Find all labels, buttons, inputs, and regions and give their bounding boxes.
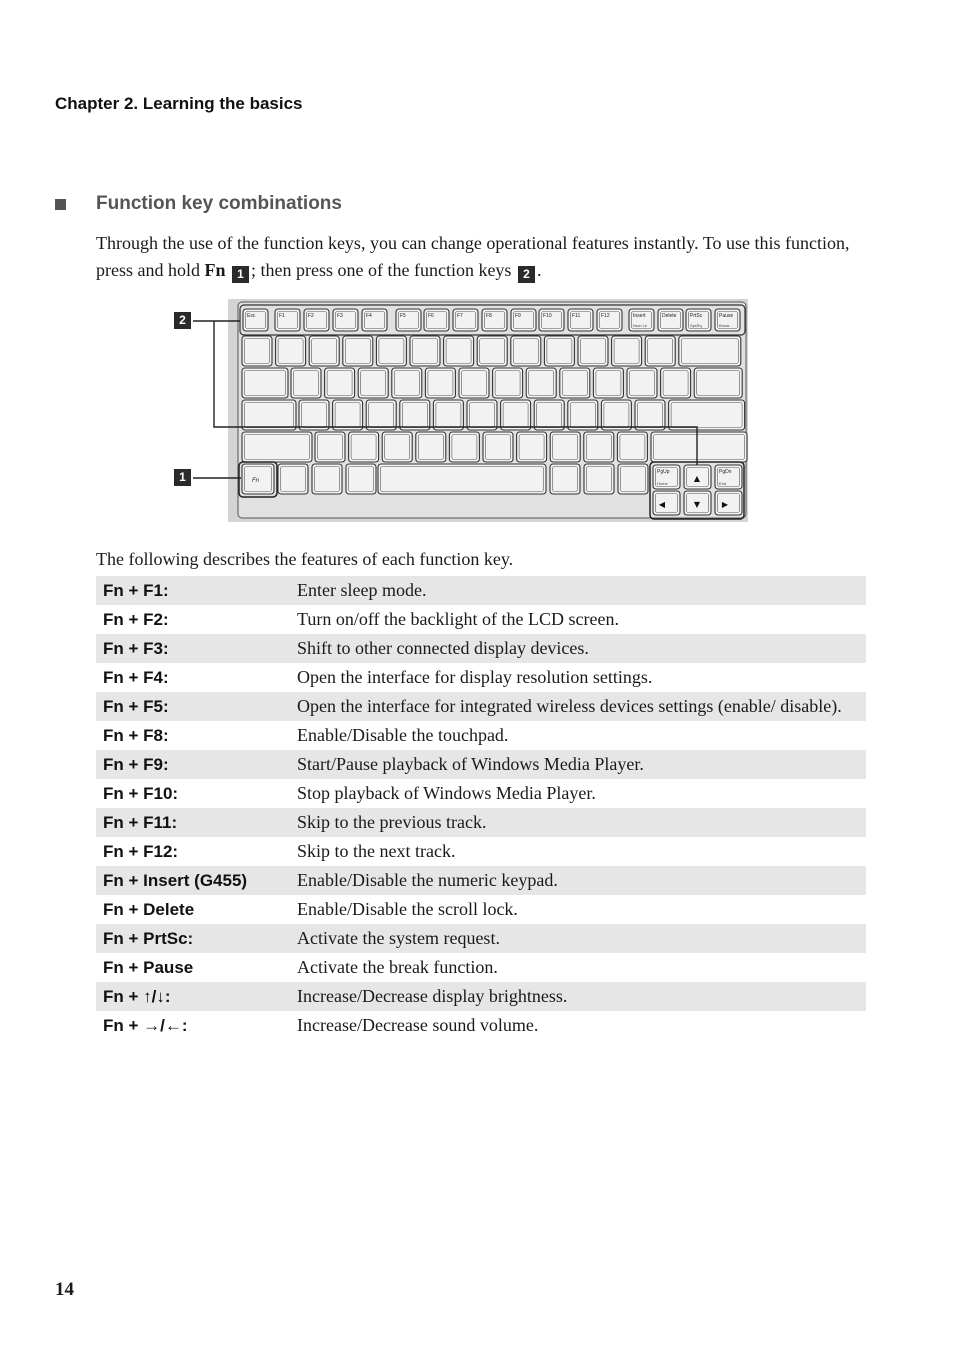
fn-key-label: Fn — [252, 478, 260, 484]
key-f6-label: F6 — [428, 313, 434, 319]
table-row — [96, 895, 866, 924]
key-f12-label: F12 — [601, 313, 610, 319]
table-row — [96, 924, 866, 953]
key-insert-sub: Num Lk — [633, 323, 647, 328]
key-prtsc-label: PrtSc — [690, 313, 703, 319]
key-description: Activate the break function. — [297, 957, 498, 977]
arrow-left-icon: ◀ — [658, 500, 666, 509]
key-combo: Fn + Pause — [103, 957, 194, 977]
badge-1: 1 — [232, 266, 249, 283]
table-row — [96, 634, 866, 663]
function-key-table — [96, 576, 866, 1040]
arrow-up-icon: ▲ — [693, 474, 701, 483]
key-description: Turn on/off the backlight of the LCD screen. — [297, 609, 619, 629]
key-f11-label: F11 — [572, 313, 581, 319]
arrow-down-icon: ▼ — [693, 500, 701, 509]
table-row — [96, 953, 866, 982]
key-combo: Fn + PrtSc: — [96, 924, 290, 953]
intro-text-3: . — [536, 260, 542, 280]
key-description: Activate the system request. — [290, 924, 866, 953]
description-intro: The following describes the features of each function key. — [96, 549, 514, 569]
key-f1-label: F1 — [279, 313, 285, 319]
key-pgdn-label: PgDn — [719, 469, 732, 475]
table-row — [96, 982, 866, 1011]
key-combo: Fn + F2: — [103, 609, 169, 629]
intro-text-1: Through the use of the function keys, you can change operational features instantly. To use this function, press and hold — [96, 233, 850, 280]
key-combo: Fn + ↑/↓: — [96, 982, 290, 1011]
table-row — [96, 866, 866, 895]
key-description: Increase/Decrease sound volume. — [297, 1015, 539, 1035]
key-combo: Fn + Delete — [103, 899, 195, 919]
table-row — [96, 692, 866, 721]
key-pgdn-sub: End — [719, 481, 727, 486]
key-combo: Fn + →/←: — [103, 1015, 188, 1035]
key-f2-label: F2 — [308, 313, 314, 319]
key-pause-sub: Break — [719, 323, 730, 328]
key-description: Enable/Disable the numeric keypad. — [290, 866, 866, 895]
chapter-header: Chapter 2. Learning the basics — [55, 94, 303, 113]
key-f7-label: F7 — [457, 313, 463, 319]
intro-text-2: ; then press one of the function keys — [251, 260, 516, 280]
key-description: Shift to other connected display devices. — [290, 634, 866, 663]
key-pgup-sub: Home — [657, 481, 668, 486]
key-description: Enable/Disable the scroll lock. — [297, 899, 518, 919]
callout-2-bracket — [214, 321, 697, 465]
key-description: Skip to the next track. — [297, 841, 456, 861]
badge-2: 2 — [518, 266, 535, 283]
key-f8-label: F8 — [486, 313, 492, 319]
table-row — [96, 721, 866, 750]
key-description: Start/Pause playback of Windows Media Player. — [290, 750, 866, 779]
table-row — [96, 1011, 866, 1040]
key-esc-label: Esc — [247, 313, 256, 319]
table-row — [96, 605, 866, 634]
key-combo: Fn + F8: — [103, 725, 169, 745]
page-number: 14 — [55, 1279, 74, 1300]
key-description: Open the interface for display resolution settings. — [297, 667, 653, 687]
key-combo: Fn + F11: — [96, 808, 290, 837]
key-pgup-label: PgUp — [657, 469, 670, 475]
table-row — [96, 750, 866, 779]
table-row — [96, 576, 866, 605]
key-combo: Fn + F12: — [103, 841, 179, 861]
key-f3-label: F3 — [337, 313, 343, 319]
table-row — [96, 663, 866, 692]
key-f5-label: F5 — [400, 313, 406, 319]
key-description: Skip to the previous track. — [290, 808, 866, 837]
intro-fn: Fn — [204, 260, 226, 280]
key-description: Increase/Decrease display brightness. — [290, 982, 866, 1011]
key-f4-label: F4 — [366, 313, 372, 319]
callout-1: 1 — [174, 469, 191, 486]
key-prtsc-sub: SysRq — [690, 323, 702, 328]
table-row — [96, 779, 866, 808]
arrow-right-icon: ▶ — [721, 500, 729, 509]
key-description: Open the interface for integrated wireless devices settings (enable/ disable). — [290, 692, 866, 721]
key-delete-label: Delete — [662, 313, 677, 319]
key-insert-label: Insert — [633, 313, 646, 319]
key-description: Enter sleep mode. — [290, 576, 866, 605]
key-combo: Fn + F10: — [103, 783, 179, 803]
key-description: Enable/Disable the touchpad. — [297, 725, 509, 745]
key-combo: Fn + Insert (G455) — [96, 866, 290, 895]
section-title: Function key combinations — [96, 193, 342, 214]
callout-2: 2 — [174, 312, 191, 329]
key-combo: Fn + F3: — [96, 634, 290, 663]
key-f9-label: F9 — [515, 313, 521, 319]
table-row — [96, 837, 866, 866]
key-combo: Fn + F1: — [96, 576, 290, 605]
key-f10-label: F10 — [543, 313, 552, 319]
key-combo: Fn + F9: — [96, 750, 290, 779]
key-combo: Fn + F4: — [103, 667, 169, 687]
key-pause-label: Pause — [719, 313, 734, 319]
key-description: Stop playback of Windows Media Player. — [297, 783, 596, 803]
table-row — [96, 808, 866, 837]
key-combo: Fn + F5: — [96, 692, 290, 721]
